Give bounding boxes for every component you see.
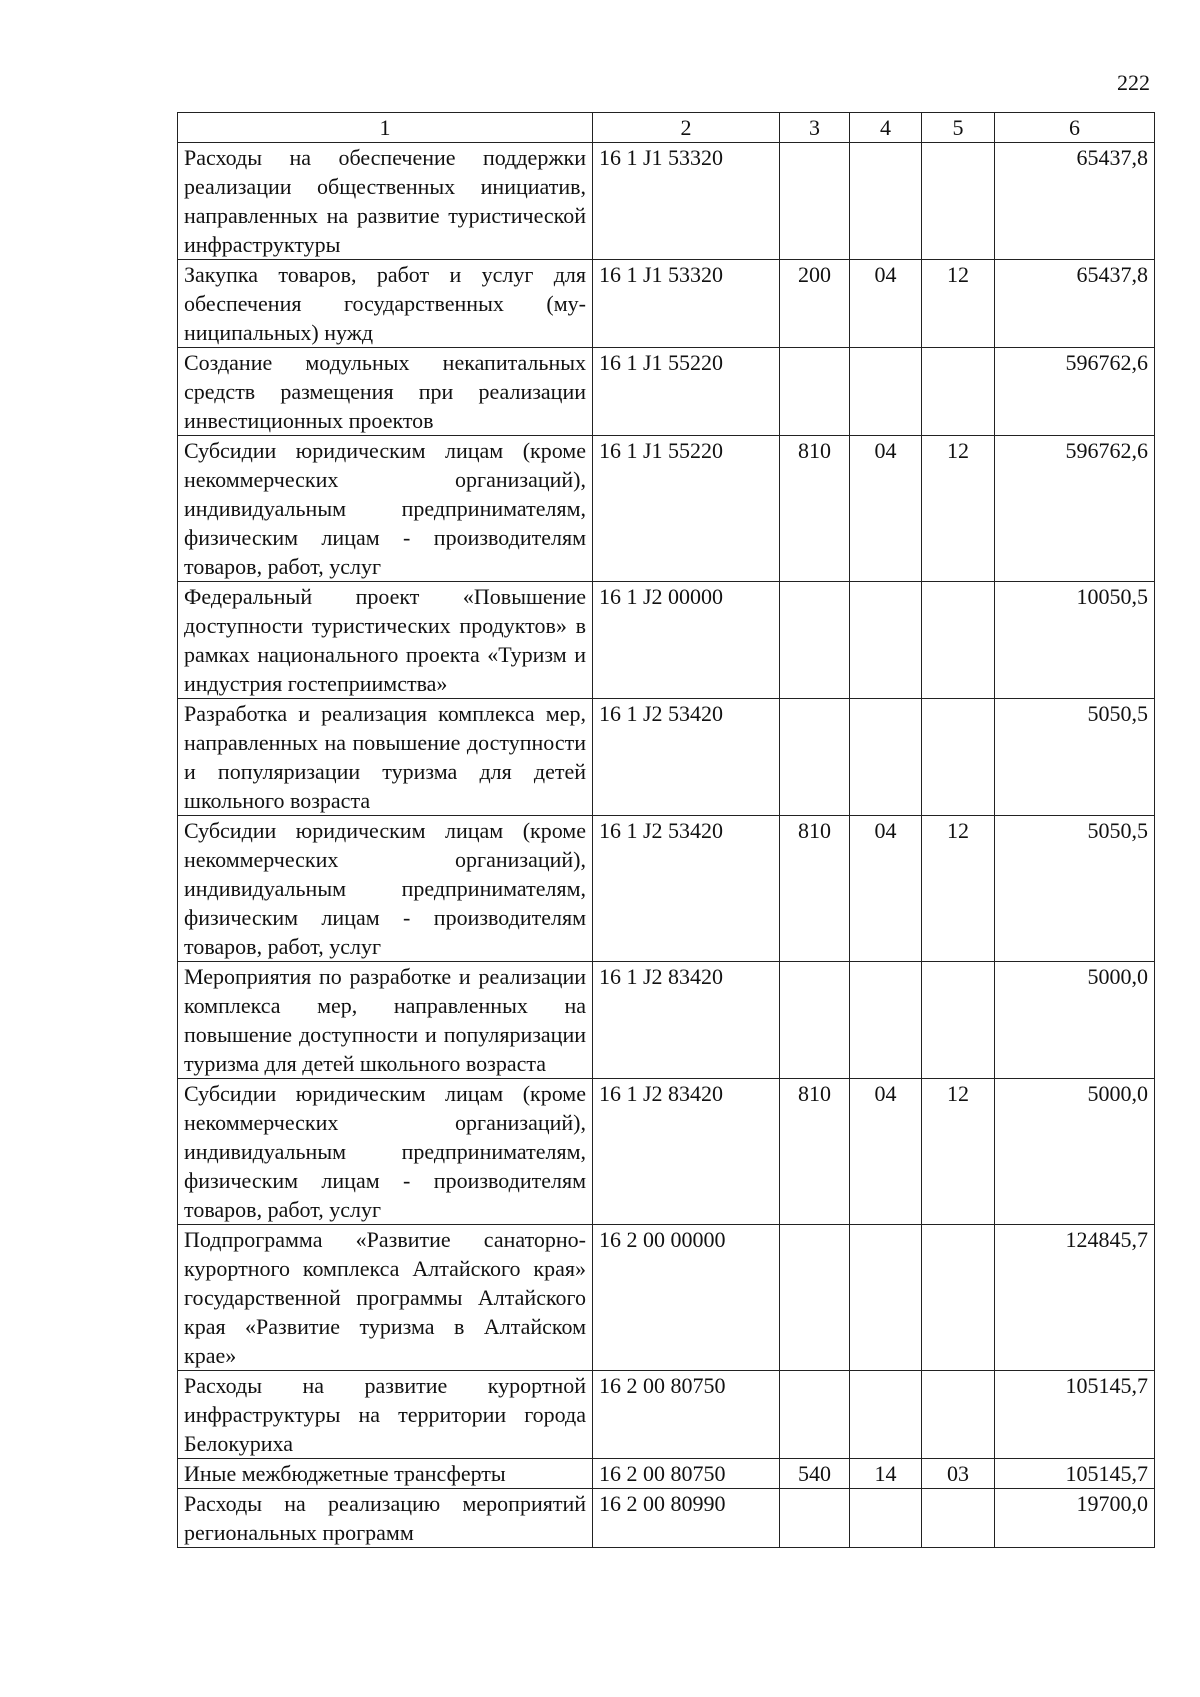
- row-sum: 10050,5: [995, 582, 1155, 699]
- row-name: Подпрограмма «Развитие санаторно-курортного комплекса Алтайского края» государственной программы Алтайского края «Развитие туризма в Алтайском крае»: [178, 1225, 593, 1371]
- row-code: 16 1 J1 55220: [593, 348, 780, 436]
- row-name: Расходы на реализацию мероприятий региональных программ: [178, 1489, 593, 1548]
- table-row: [178, 143, 1155, 260]
- row-sum: 105145,7: [995, 1371, 1155, 1459]
- row-expense-type: [780, 143, 850, 260]
- row-expense-type: 810: [780, 816, 850, 962]
- row-sum: 5050,5: [995, 699, 1155, 816]
- table-row: [178, 1225, 1155, 1371]
- row-code: 16 1 J1 55220: [593, 436, 780, 582]
- table-row: [178, 962, 1155, 1079]
- row-section: 04: [850, 436, 922, 582]
- table-row: [178, 1489, 1155, 1548]
- table-row: [178, 582, 1155, 699]
- row-section: [850, 1371, 922, 1459]
- header-cell-5: 5: [922, 113, 995, 143]
- row-code: 16 2 00 00000: [593, 1225, 780, 1371]
- row-sum: 124845,7: [995, 1225, 1155, 1371]
- row-code: 16 1 J1 53320: [593, 143, 780, 260]
- row-name: Мероприятия по разработке и реализации комплекса мер, направленных на повышение доступности и популяризации туризма для детей школьного возраста: [178, 962, 593, 1079]
- row-expense-type: 540: [780, 1459, 850, 1489]
- row-name: Иные межбюджетные трансферты: [178, 1459, 593, 1489]
- row-name: Субсидии юридическим лицам (кроме некоммерческих организаций), индивидуальным предпринимателям, физическим лицам - производителям товаров, работ, услуг: [178, 436, 593, 582]
- header-cell-4: 4: [850, 113, 922, 143]
- row-subsection: [922, 699, 995, 816]
- row-expense-type: 810: [780, 1079, 850, 1225]
- row-sum: 65437,8: [995, 260, 1155, 348]
- row-sum: 19700,0: [995, 1489, 1155, 1548]
- row-expense-type: 200: [780, 260, 850, 348]
- table-row: [178, 1459, 1155, 1489]
- row-code: 16 2 00 80750: [593, 1371, 780, 1459]
- row-section: 04: [850, 260, 922, 348]
- row-subsection: [922, 962, 995, 1079]
- row-section: 14: [850, 1459, 922, 1489]
- table-row: [178, 1079, 1155, 1225]
- row-subsection: [922, 143, 995, 260]
- row-sum: 5000,0: [995, 1079, 1155, 1225]
- row-sum: 65437,8: [995, 143, 1155, 260]
- table-row: [178, 348, 1155, 436]
- row-section: 04: [850, 1079, 922, 1225]
- row-name: Субсидии юридическим лицам (кроме некоммерческих организаций), индивидуальным предпринимателям, физическим лицам - производителям товаров, работ, услуг: [178, 1079, 593, 1225]
- row-section: [850, 582, 922, 699]
- row-section: [850, 1225, 922, 1371]
- budget-table: [177, 112, 1155, 1548]
- row-subsection: [922, 582, 995, 699]
- row-expense-type: [780, 1371, 850, 1459]
- row-subsection: [922, 348, 995, 436]
- row-subsection: [922, 1489, 995, 1548]
- row-code: 16 2 00 80990: [593, 1489, 780, 1548]
- table-row: [178, 260, 1155, 348]
- page-number: 222: [1117, 70, 1150, 95]
- row-section: [850, 1489, 922, 1548]
- row-code: 16 1 J2 83420: [593, 962, 780, 1079]
- row-subsection: 12: [922, 260, 995, 348]
- row-name: Разработка и реализация комплекса мер, направленных на повышение доступности и популяризации туризма для детей школьного возраста: [178, 699, 593, 816]
- row-code: 16 1 J2 00000: [593, 582, 780, 699]
- header-cell-6: 6: [995, 113, 1155, 143]
- row-expense-type: [780, 1489, 850, 1548]
- row-name: Расходы на развитие курортной инфраструктуры на территории города Белокуриха: [178, 1371, 593, 1459]
- row-section: [850, 962, 922, 1079]
- row-subsection: 03: [922, 1459, 995, 1489]
- row-expense-type: [780, 962, 850, 1079]
- row-sum: 105145,7: [995, 1459, 1155, 1489]
- row-code: 16 2 00 80750: [593, 1459, 780, 1489]
- row-sum: 5050,5: [995, 816, 1155, 962]
- row-code: 16 1 J2 53420: [593, 816, 780, 962]
- row-section: 04: [850, 816, 922, 962]
- row-name: Закупка товаров, работ и услуг для обеспечения государственных (муниципальных) нужд: [178, 260, 593, 348]
- row-expense-type: [780, 348, 850, 436]
- row-subsection: 12: [922, 816, 995, 962]
- row-section: [850, 348, 922, 436]
- row-code: 16 1 J2 83420: [593, 1079, 780, 1225]
- header-row: [178, 113, 1155, 143]
- table-row: [178, 1371, 1155, 1459]
- row-code: 16 1 J1 53320: [593, 260, 780, 348]
- row-name: Федеральный проект «Повышение доступности туристических продуктов» в рамках национального проекта «Туризм и индустрия гостеприимства»: [178, 582, 593, 699]
- row-code: 16 1 J2 53420: [593, 699, 780, 816]
- row-subsection: 12: [922, 436, 995, 582]
- row-sum: 596762,6: [995, 436, 1155, 582]
- row-name: Субсидии юридическим лицам (кроме некоммерческих организаций), индивидуальным предпринимателям, физическим лицам - производителям товаров, работ, услуг: [178, 816, 593, 962]
- table-row: [178, 816, 1155, 962]
- row-sum: 596762,6: [995, 348, 1155, 436]
- table-row: [178, 436, 1155, 582]
- row-expense-type: 810: [780, 436, 850, 582]
- row-subsection: [922, 1225, 995, 1371]
- row-expense-type: [780, 699, 850, 816]
- row-name: Создание модульных некапитальных средств размещения при реализации инвестиционных проектов: [178, 348, 593, 436]
- row-sum: 5000,0: [995, 962, 1155, 1079]
- row-subsection: 12: [922, 1079, 995, 1225]
- table-row: [178, 699, 1155, 816]
- row-expense-type: [780, 582, 850, 699]
- row-section: [850, 699, 922, 816]
- header-cell-1: 1: [178, 113, 593, 143]
- row-section: [850, 143, 922, 260]
- header-cell-2: 2: [593, 113, 780, 143]
- header-cell-3: 3: [780, 113, 850, 143]
- row-subsection: [922, 1371, 995, 1459]
- row-name: Расходы на обеспечение поддержки реализации общественных инициатив, направленных на развитие туристической инфраструктуры: [178, 143, 593, 260]
- row-expense-type: [780, 1225, 850, 1371]
